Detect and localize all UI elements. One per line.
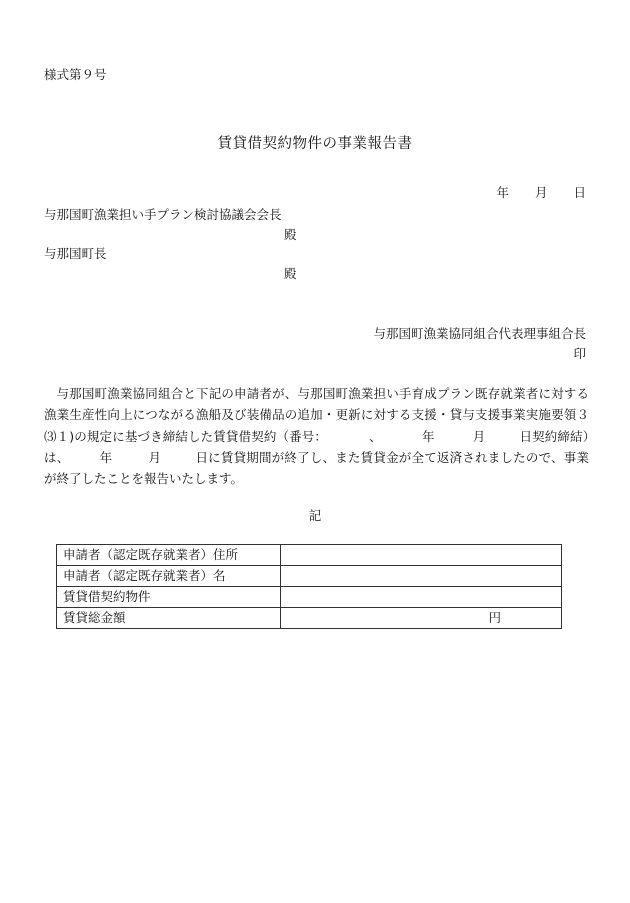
row-value-total[interactable]: 円	[281, 608, 562, 629]
date-day: 日	[573, 185, 586, 200]
body-month-1: 月	[472, 428, 486, 444]
table-row	[57, 587, 562, 608]
sender-name: 与那国町漁業協同組合代表理事組合長	[373, 326, 586, 341]
ki-heading: 記	[308, 508, 322, 523]
row-label-address: 申請者（認定既存就業者）住所	[57, 545, 281, 566]
report-body	[44, 383, 589, 489]
recipient-honorific-2: 殿	[284, 266, 297, 281]
row-value-address[interactable]	[281, 545, 562, 566]
recipient-honorific-1: 殿	[284, 227, 297, 242]
table-row	[57, 545, 562, 566]
body-part2: 日に賃貸期間が終了し、また賃貸金が全て返済されましたので、事業が終了したことを報告いたします。	[44, 449, 589, 487]
body-part1: 与那国町漁業協同組合と下記の申請者が、与那国町漁業担い手育成プラン既存就業者に対する漁業生産性向上につながる漁船及び装備品の追加・更新に対する支援・貸与支援事業実施要領３⑶１)の規定に基づき締結した賃貸借契約（番号：	[44, 386, 589, 444]
report-date	[496, 187, 586, 200]
recipient-council-chair: 与那国町漁業担い手プラン検討協議会会長	[44, 207, 282, 222]
sender-seal: 印	[573, 346, 586, 361]
row-label-total: 賃貸総金額	[57, 608, 281, 629]
row-value-property[interactable]	[281, 587, 562, 608]
body-sep: 、	[369, 428, 382, 444]
table-row	[57, 566, 562, 587]
body-day-contract: 日契約締結）は、	[44, 428, 589, 465]
info-table	[56, 544, 562, 629]
body-year-2: 年	[99, 449, 113, 465]
row-label-name: 申請者（認定既存就業者）名	[57, 566, 281, 587]
recipient-mayor: 与那国町長	[44, 246, 107, 261]
body-month-2: 月	[148, 449, 162, 465]
table-row	[57, 608, 562, 629]
body-year-1: 年	[421, 428, 435, 444]
date-month: 月	[534, 185, 548, 200]
row-label-property: 賃貸借契約物件	[57, 587, 281, 608]
row-value-name[interactable]	[281, 566, 562, 587]
document-title: 賃貸借契約物件の事業報告書	[217, 136, 413, 152]
date-year: 年	[496, 185, 509, 200]
form-number: 様式第９号	[44, 67, 107, 82]
